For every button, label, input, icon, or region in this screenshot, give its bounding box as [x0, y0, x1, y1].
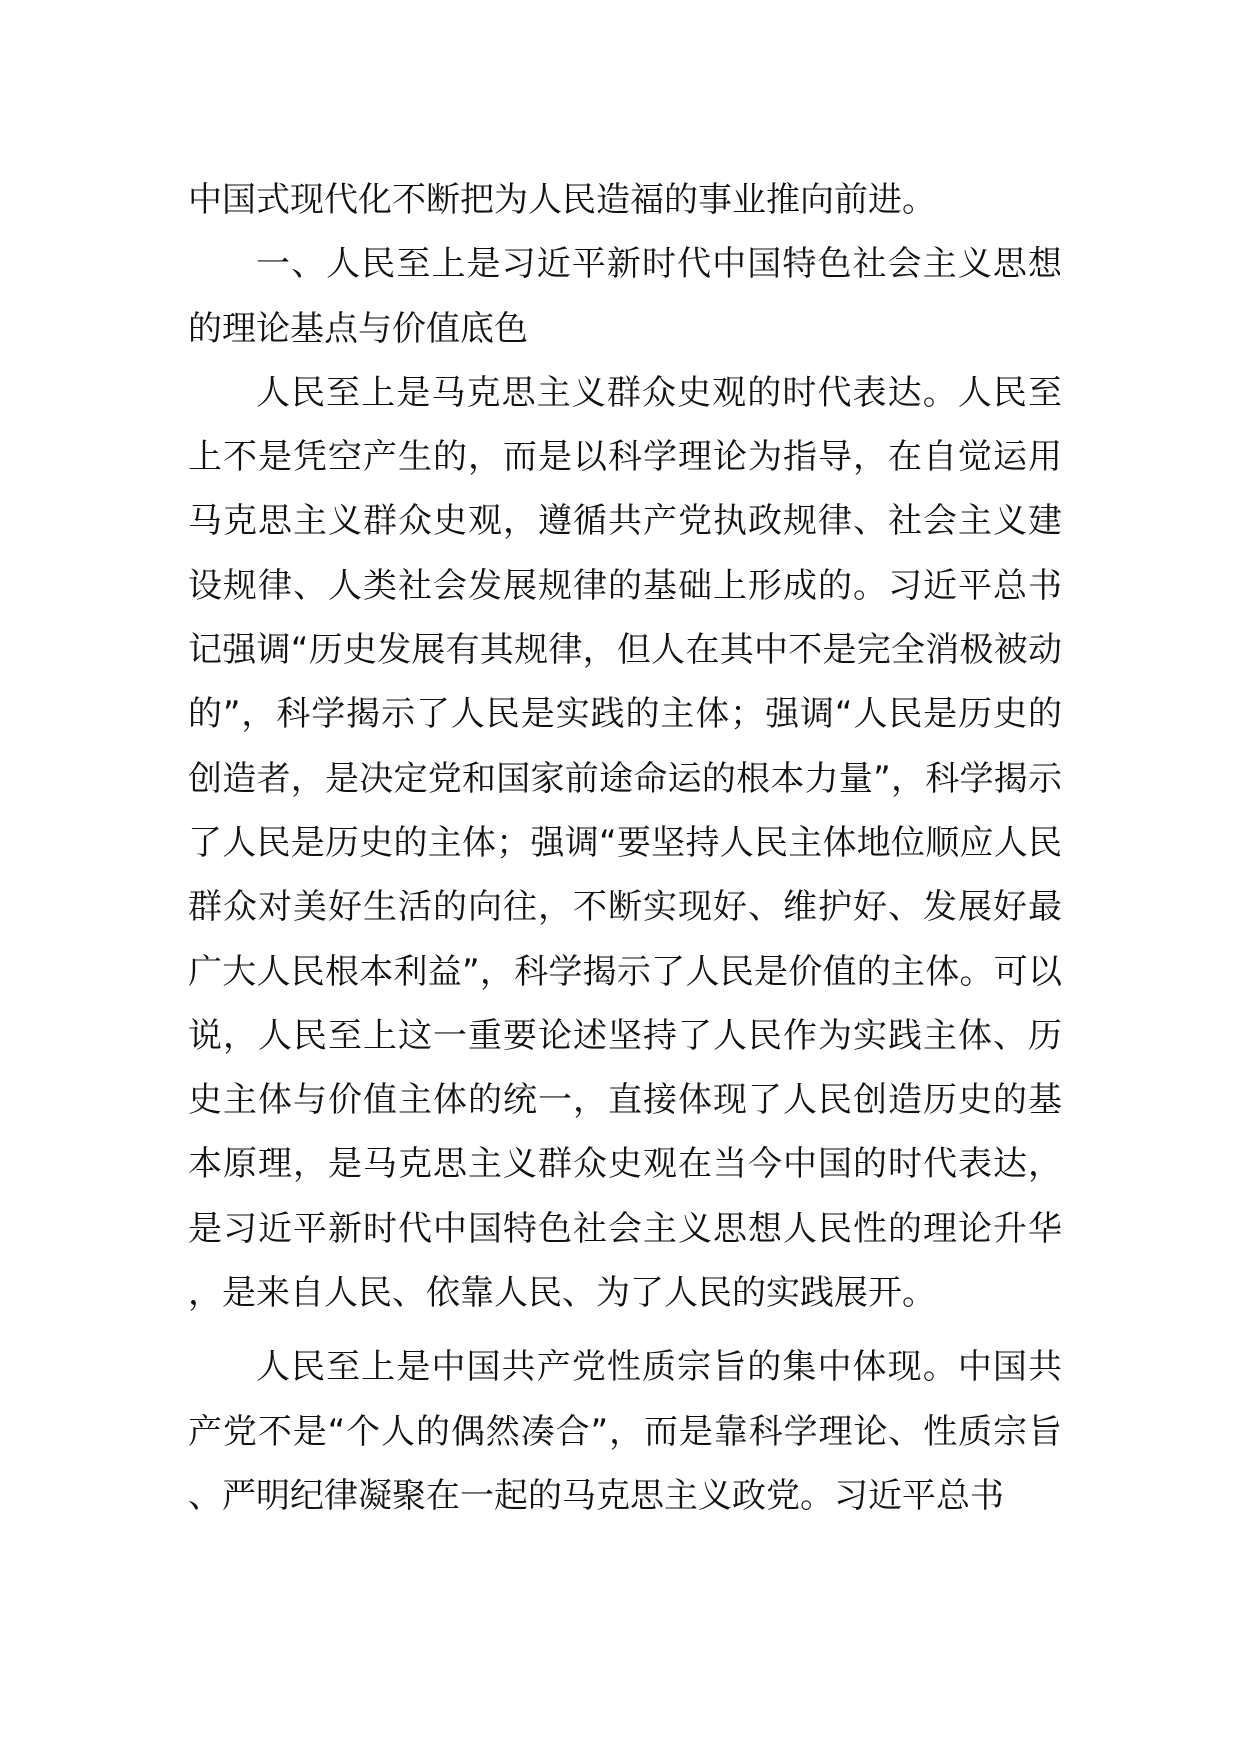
- paragraph-continuation: 中国式现代化不断把为人民造福的事业推向前进。: [188, 180, 936, 220]
- document-body: [188, 168, 1062, 1528]
- section-heading: 一、人民至上是习近平新时代中国特色社会主义思想的理论基点与价值底色: [188, 244, 1062, 349]
- paragraph-body: 人民至上是中国共产党性质宗旨的集中体现。中国共产党不是“个人的偶然凑合”，而是靠科学理论、性质宗旨、严明纪律凝聚在一起的马克思主义政党。习近平总书: [188, 1347, 1062, 1516]
- paragraph-body: 人民至上是马克思主义群众史观的时代表达。人民至上不是凭空产生的，而是以科学理论为指导，在自觉运用马克思主义群众史观，遵循共产党执政规律、社会主义建设规律、人类社会发展规律的基础上形成的。习近平总书记强调“历史发展有其规律，但人在其中不是完全消极被动的”，科学揭示了人民是实践的主体；强调“人民是历史的创造者，是决定党和国家前途命运的根本力量”，科学揭示了人民是历史的主体；强调“要坚持人民主体地位顺应人民群众对美好生活的向往，不断实现好、维护好、发展好最广大人民根本利益”，科学揭示了人民是价值的主体。可以说，人民至上这一重要论述坚持了人民作为实践主体、历史主体与价值主体的统一，直接体现了人民创造历史的基本原理，是马克思主义群众史观在当今中国的时代表达，是习近平新时代中国特色社会主义思想人民性的理论升华，是来自人民、依靠人民、为了人民的实践展开。: [188, 372, 1062, 1314]
